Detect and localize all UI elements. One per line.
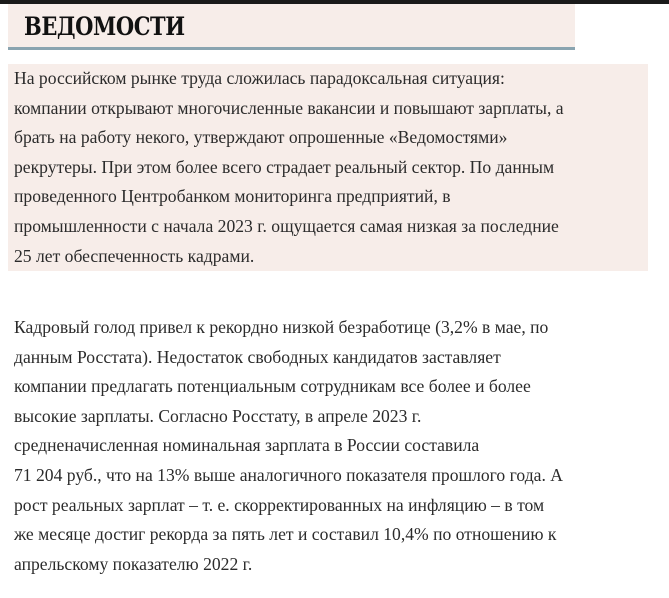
paragraph-line: брать на работу некого, утверждают опрошенные «Ведомостями» [14, 127, 508, 148]
article-paragraph-highlighted [8, 64, 648, 271]
paragraph-line: 71 204 руб., что на 13% выше аналогичного показателя прошлого года. А [14, 464, 563, 485]
paragraph-line: компании открывают многочисленные вакансии и повышают зарплаты, а [14, 97, 564, 118]
paragraph-line: проведенного Центробанком мониторинга предприятий, в [14, 186, 451, 207]
header-banner [8, 4, 575, 50]
paragraph-line: рекрутеры. При этом более всего страдает реальный сектор. По данным [14, 156, 555, 177]
vedomosti-logo: ВЕДОМОСТИ [24, 12, 185, 41]
paragraph-line: данным Росстата). Недостаток свободных кандидатов заставляет [14, 346, 501, 367]
paragraph-line: рост реальных зарплат – т. е. скорректированных на инфляцию – в том [14, 494, 545, 515]
paragraph-line: На российском рынке труда сложилась парадоксальная ситуация: [14, 68, 505, 88]
article-paragraph [8, 313, 571, 579]
paragraph-line: же месяце достиг рекорда за пять лет и составил 10,4% по отношению к [14, 524, 557, 545]
paragraph-line: высокие зарплаты. Согласно Росстату, в апреле 2023 г. [14, 405, 422, 426]
paragraph-line: 25 лет обеспеченность кадрами. [14, 245, 255, 266]
paragraph-line: промышленности с начала 2023 г. ощущается самая низкая за последние [14, 215, 559, 236]
paragraph-line: Кадровый голод привел к рекордно низкой безработице (3,2% в мае, по [14, 317, 549, 337]
header-divider [8, 47, 575, 50]
paragraph-line: средненачисленная номинальная зарплата в России составила [14, 435, 480, 456]
paragraph-line: компании предлагать потенциальным сотрудникам все более и более [14, 376, 531, 397]
paragraph-line: апрельскому показателю 2022 г. [14, 553, 253, 574]
